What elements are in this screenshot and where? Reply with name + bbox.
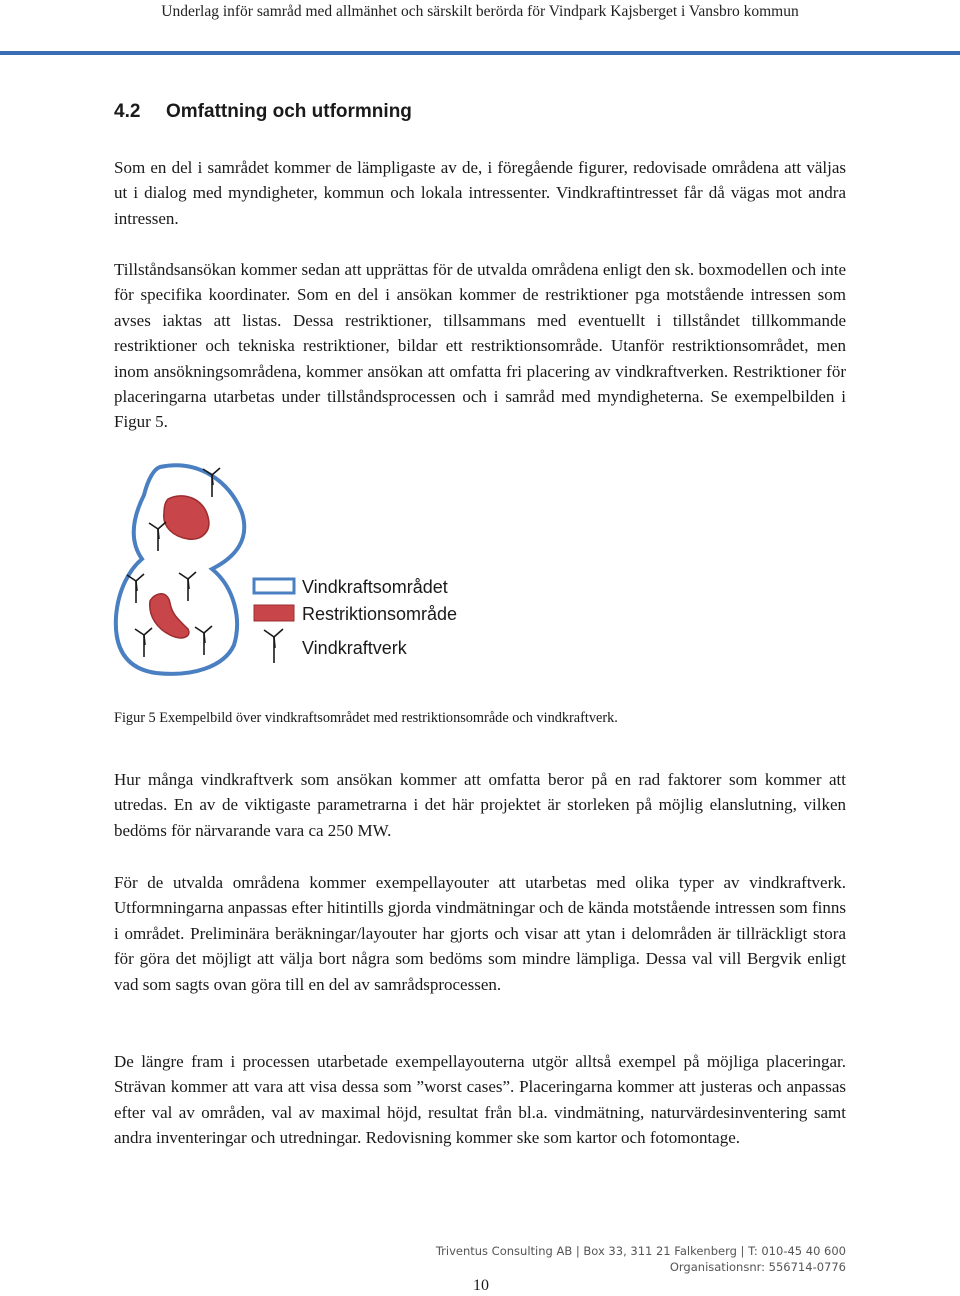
example-figure-svg bbox=[108, 455, 508, 685]
running-header: Underlag inför samråd med allmänhet och särskilt berörda för Vindpark Kajsberget i Vansbro kommun bbox=[161, 3, 799, 20]
legend-turbine-icon bbox=[264, 629, 283, 663]
section-title: Omfattning och utformning bbox=[166, 101, 412, 122]
page-number: 10 bbox=[473, 1277, 489, 1294]
legend-restriction-label: Restriktionsområde bbox=[302, 604, 458, 624]
legend-area-label: Vindkraftsområdet bbox=[302, 577, 448, 597]
turbine-icon bbox=[135, 628, 152, 657]
turbine-icon bbox=[127, 574, 144, 603]
restriction-area-lower bbox=[150, 594, 189, 638]
figure-caption: Figur 5 Exempelbild över vindkraftsområdet med restriktionsområde och vindkraftverk. bbox=[114, 710, 618, 726]
paragraph-example-layouts: För de utvalda områdena kommer exempellayouter att utarbetas med olika typer av vindkraftverk. Utformningarna anpassas efter hitintills gjorda vindmätningar och de kända motstående intressen som finns i området. Preliminära beräkningar/layouter har gjorts och visar att ytan i delområden är tillräckligt stora för göra det möjligt att välja bort några som bedöms som mindre lämpliga. Dessa val vill Bergvik enligt vad som sagts ovan göra till en del av samrådsprocessen. bbox=[114, 873, 846, 994]
legend-turbine-label: Vindkraftverk bbox=[302, 638, 407, 658]
legend-area-swatch bbox=[254, 579, 294, 593]
footer-org-number: Organisationsnr: 556714-0776 bbox=[669, 1260, 846, 1274]
footer-company: Triventus Consulting AB | Box 33, 311 21 Falkenberg | T: 010-45 40 600 bbox=[435, 1244, 846, 1258]
restriction-area-upper bbox=[164, 496, 209, 539]
legend-restriction-swatch bbox=[254, 605, 294, 621]
example-figure bbox=[108, 455, 508, 685]
turbine-icon bbox=[195, 626, 212, 655]
section-heading bbox=[114, 98, 412, 126]
paragraph-worst-cases: De längre fram i processen utarbetade exempellayouterna utgör alltså exempel på möjliga placeringar. Strävan kommer att vara att visa dessa som ”worst cases”. Placeringarna kommer att justeras och anpassas efter val av områden, val av maximal höjd, resultat från bl.a. vindmätning, naturvärdesinventering samt andra inventeringar och utredningar. Redovisning kommer ske som kartor och fotomontage. bbox=[114, 1052, 846, 1148]
paragraph-scope-intro: Som en del i samrådet kommer de lämpligaste av de, i föregående figurer, redovisade områdena att väljas ut i dialog med myndigheter, kommun och lokala intressenter. Vindkraftintresset får då vägas mot andra intressen. bbox=[114, 158, 846, 228]
paragraph-box-model: Tillståndsansökan kommer sedan att upprättas för de utvalda områdena enligt den sk. boxmodellen och inte för specifika koordinater. Som en del i ansökan kommer de restriktioner pga motstående intressen som avses iaktas att listas. Dessa restriktioner, tillsammans med eventuellt i tillståndet tillkommande restriktioner och tekniska restriktioner, bildar ett restriktionsområde. Utanför restriktionsområdet, men inom ansökningsområdena, kommer ansökan att omfatta fri placering av vindkraftverken. Restriktioner för placeringarna utarbetas under tillståndsprocessen och i samråd med myndigheterna. Se exempelbilden i Figur 5. bbox=[114, 260, 846, 432]
turbine-icon bbox=[179, 572, 196, 601]
paragraph-turbine-count: Hur många vindkraftverk som ansökan kommer att omfatta beror på en rad faktorer som kommer att utredas. En av de viktigaste parametrarna i det här projektet är storleken på möjlig elanslutning, vilken bedöms för närvarande vara ca 250 MW. bbox=[114, 770, 846, 840]
turbine-icon bbox=[149, 522, 166, 551]
section-number: 4.2 bbox=[114, 101, 141, 122]
header-rule bbox=[0, 51, 960, 55]
